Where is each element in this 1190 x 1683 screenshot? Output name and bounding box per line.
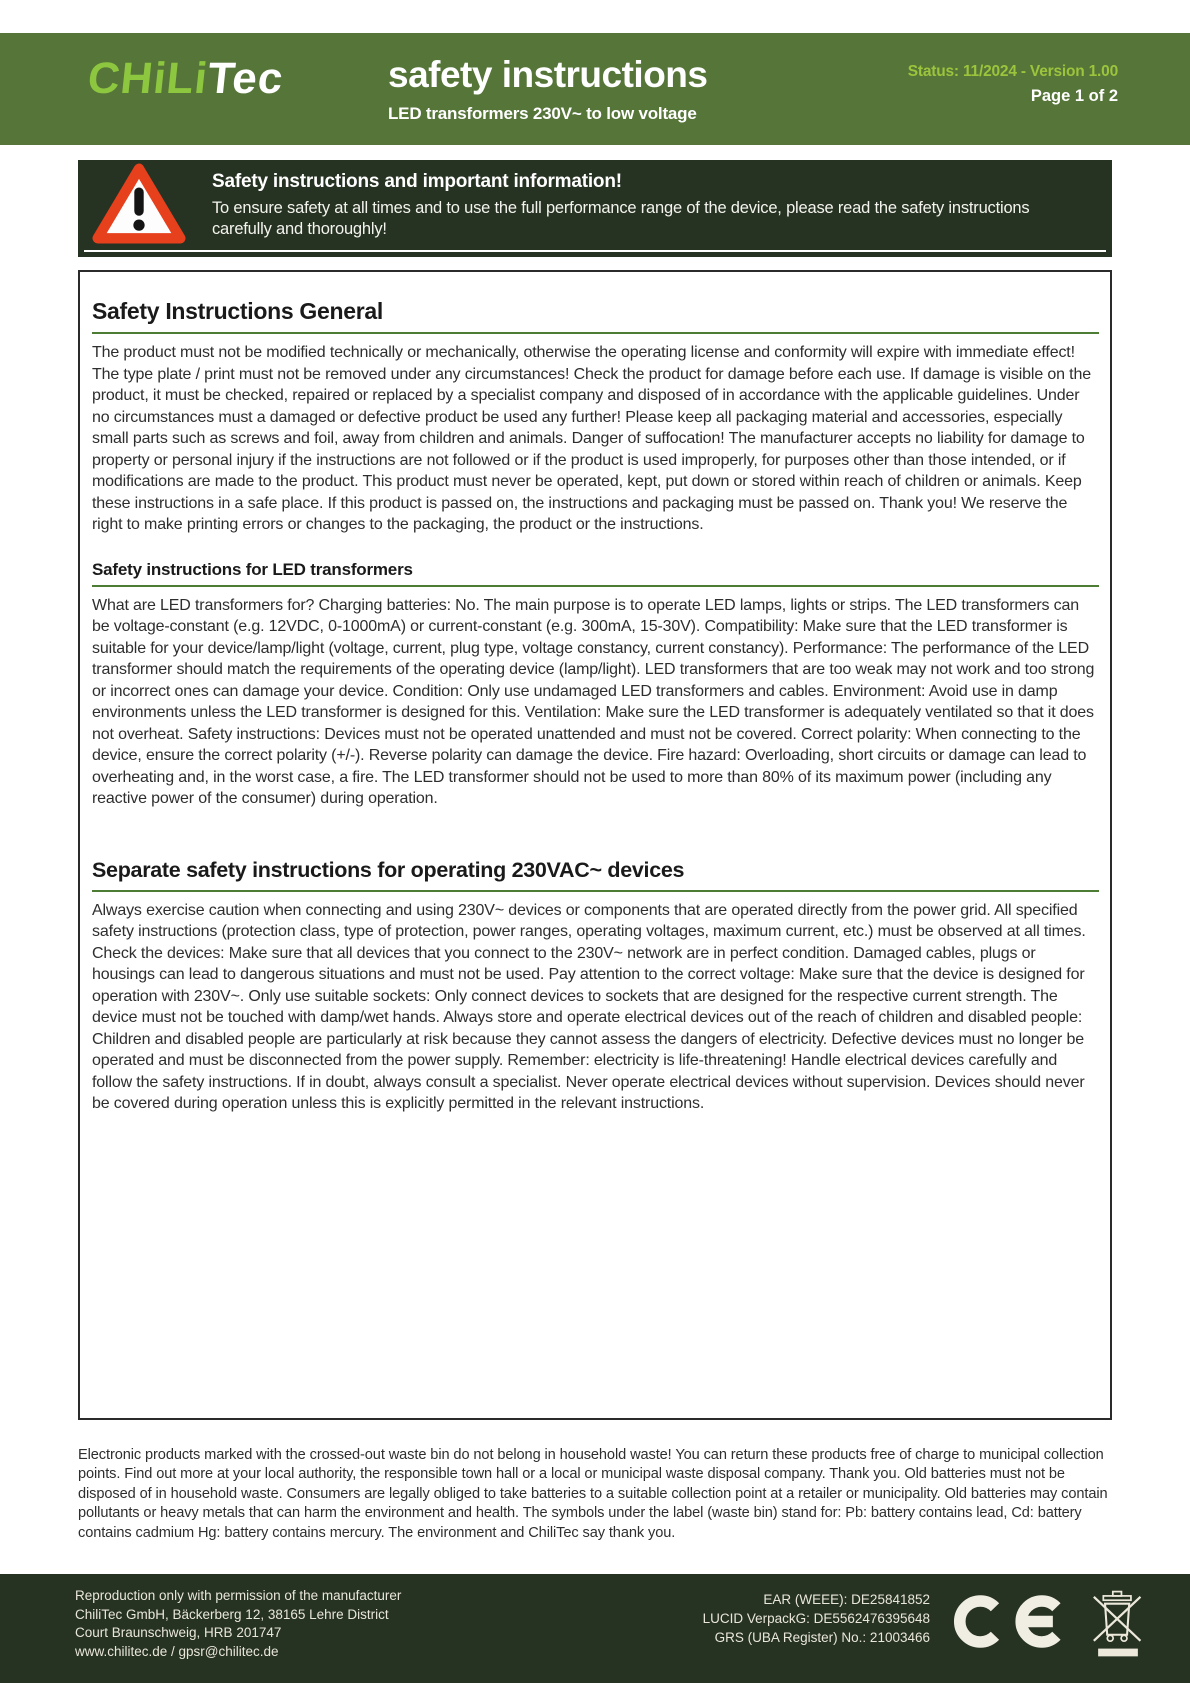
- footer-line-website: www.chilitec.de / gpsr@chilitec.de: [75, 1643, 279, 1659]
- section-body-general: The product must not be modified technically or mechanically, otherwise the operating license and conformity will expire with immediate effect! The type plate / print must not be removed under any circumstances! Check the product for damage before each use. If damage is visible on the product, it must be checked, repaired or replaced by a specialist company and disposed of in accordance with the applicable guidelines. Under no circumstances must a damaged or defective product be used any further! Please keep all packaging material and accessories, especially small parts such as screws and foil, away from children and animals. Danger of suffocation! The manufacturer accepts no liability for damage to property or personal injury if the instructions are not followed or if the product is used improperly, for purposes other than those intended, or if modifications are made to the product. This product must never be operated, kept, put down or stored within reach of children or animals. Keep these instructions in a safe place. If this product is passed on, the instructions and packaging must be passed on. Thank you! We reserve the right to make printing errors or changes to the packaging, the product or the instructions.: [92, 344, 1091, 533]
- green-divider: [92, 332, 1099, 334]
- ce-mark-icon: [952, 1593, 1070, 1655]
- warning-triangle-icon: [92, 161, 186, 251]
- disposal-note: Electronic products marked with the crossed-out waste bin do not belong in household waste! You can return these products free of charge to municipal collection points. Find out more at your local authority, the responsible town hall or a local or municipal waste disposal company. Thank you. Old batteries must not be disposed of in household waste. Consumers are legally obliged to take batteries to a suitable collection point at a retailer or municipality. Old batteries may contain pollutants or heavy metals that can harm the environment and health. The symbols under the label (waste bin) stand for: Pb: battery contains lead, Cd: battery contains cadmium Hg: battery contains mercury. The environment and ChiliTec say thank you.: [78, 1447, 1108, 1541]
- footer-lucid: LUCID VerpackG: DE5562476395648: [702, 1611, 930, 1626]
- footer-ear-weee: EAR (WEEE): DE25841852: [763, 1592, 930, 1607]
- weee-crossed-bin-icon: [1092, 1589, 1144, 1670]
- footer-line-court: Court Braunschweig, HRB 201747: [75, 1625, 282, 1640]
- header-title-block: [388, 33, 908, 124]
- logo-text-green: CHiLi: [85, 54, 211, 103]
- page-subtitle: LED transformers 230V~ to low voltage: [388, 103, 697, 123]
- status-version: Status: 11/2024 - Version 1.00: [907, 63, 1118, 80]
- footer-line-reproduction: Reproduction only with permission of the manufacturer: [75, 1588, 402, 1603]
- section-body-led: What are LED transformers for? Charging batteries: No. The main purpose is to operate LED lamps, lights or strips. The LED transformers can be voltage-constant (e.g. 12VDC, 0-1000mA) or current-constant (e.g. 300mA, 15-30V). Compatibility: Make sure that the LED transformer is suitable for your device/lamp/light (voltage, current, plug type, voltage constancy, current constancy). Performance: The performance of the LED transformer should match the requirements of the operating device (lamp/light). LED transformers that are too weak may not work and too strong or incorrect ones can damage your device. Condition: Only use undamaged LED transformers and cables. Environment: Avoid use in damp environments unless the LED transformer is designed for this. Ventilation: Make sure the LED transformer is adequately ventilated so that it does not overheat. Safety instructions: Devices must not be operated unattended and must not be covered. Correct polarity: When connecting to the device, ensure the correct polarity (+/-). Reverse polarity can damage the device. Fire hazard: Overloading, short circuits or damage can lead to overheating and, in the worst case, a fire. The LED transformer should not be used to more than 80% of its maximum power (including any reactive power of the consumer) during operation.: [92, 596, 1095, 807]
- header-band: [0, 33, 1190, 145]
- page-number: Page 1 of 2: [1030, 87, 1118, 105]
- section-heading-led: Safety instructions for LED transformers: [92, 559, 413, 579]
- green-divider: [92, 585, 1099, 587]
- warning-text-block: [212, 171, 1062, 240]
- warning-banner: [78, 160, 1112, 257]
- footer-grs: GRS (UBA Register) No.: 21003466: [714, 1630, 930, 1645]
- warning-title: Safety instructions and important information!: [212, 171, 622, 192]
- footer-line-address: ChiliTec GmbH, Bäckerberg 12, 38165 Lehre District: [75, 1606, 389, 1622]
- section-heading-general: Safety Instructions General: [92, 298, 383, 324]
- page-title: safety instructions: [388, 54, 708, 95]
- warning-body: To ensure safety at all times and to use the full performance range of the device, please read the safety instructions carefully and thoroughly!: [212, 199, 1030, 238]
- footer-company-block: [75, 1587, 401, 1683]
- logo-text-white: Tec: [205, 54, 287, 103]
- chilitec-logo: [85, 54, 391, 103]
- header-meta-block: [908, 33, 1118, 106]
- section-body-230vac: Always exercise caution when connecting and using 230V~ devices or components that are operated directly from the power grid. All specified safety instructions (protection class, type of protection, power ranges, operating voltages, maximum current, etc.) must be observed at all times. Check the devices: Make sure that all devices that you connect to the 230V~ network are in perfect condition. Damaged cables, plugs or housings can lead to dangerous situations and must not be used. Pay attention to the correct voltage: Make sure that the device is designed for operation with 230V~. Only use suitable sockets: Only connect devices to sockets that are designed for the respective current strength. The device must not be touched with damp/wet hands. Always store and operate electrical devices out of the reach of children and disabled people: Children and disabled people are particularly at risk because they cannot assess the dangers of electricity. Defective devices must no longer be operated and must be disconnected from the power supply. Remember: electricity is life-threatening! Handle electrical devices carefully and follow the safety instructions. If in doubt, always consult a specialist. Never operate electrical devices without supervision. Devices should never be covered during operation unless this is explicitly permitted in the relevant instructions.: [92, 901, 1086, 1112]
- safety-content-box: [78, 270, 1112, 1420]
- green-divider: [92, 890, 1099, 892]
- section-heading-230vac: Separate safety instructions for operating 230VAC~ devices: [92, 857, 685, 882]
- footer-registration-numbers: [703, 1590, 930, 1647]
- footer-band: [0, 1574, 1190, 1683]
- footer-registration-block: [703, 1587, 1144, 1683]
